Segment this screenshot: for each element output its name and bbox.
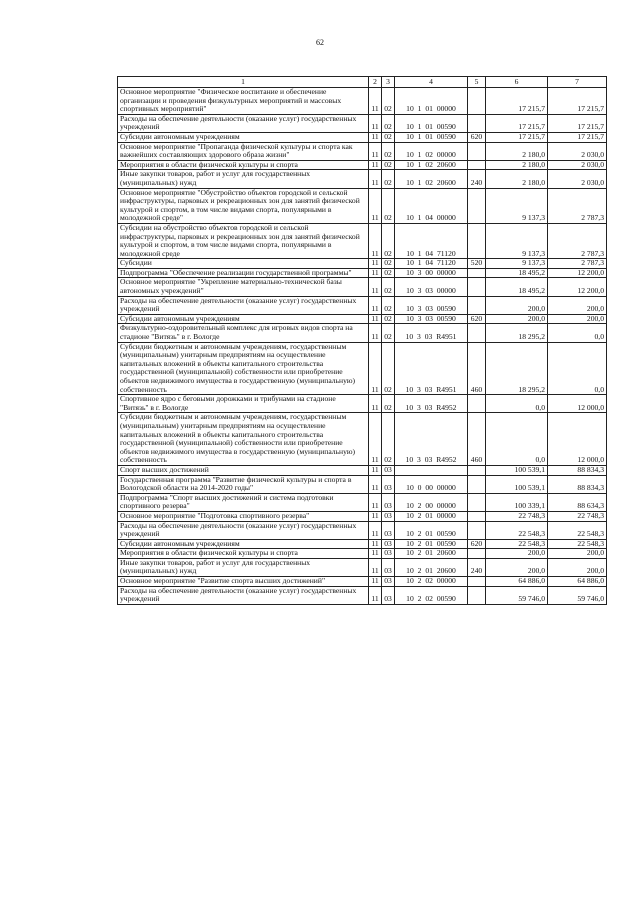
section-code-cell: 11: [369, 132, 382, 142]
amount-cell-col6: 64 886,0: [486, 577, 548, 587]
amount-cell-col7: 59 746,0: [548, 586, 607, 604]
row-name-cell: Основное мероприятие "Подготовка спортивного резерва": [118, 511, 369, 521]
expense-type-cell: [468, 278, 486, 296]
amount-cell-col7: 88 634,3: [548, 493, 607, 511]
subsection-code-cell: 02: [382, 268, 395, 278]
amount-cell-col7: 88 834,3: [548, 465, 607, 475]
target-article-cell: 10 1 04 00000: [395, 188, 468, 223]
amount-cell-col7: 12 000,0: [548, 395, 607, 413]
expense-type-cell: [468, 188, 486, 223]
row-name-cell: Мероприятия в области физической культуры и спорта: [118, 549, 369, 559]
row-name-cell: Субсидии автономным учреждениям: [118, 539, 369, 549]
section-code-cell: 11: [369, 465, 382, 475]
amount-cell-col7: 64 886,0: [548, 577, 607, 587]
subsection-code-cell: 03: [382, 539, 395, 549]
section-code-cell: 11: [369, 511, 382, 521]
amount-cell-col6: 200,0: [486, 558, 548, 576]
section-code-cell: 11: [369, 413, 382, 466]
table-row: [118, 268, 607, 278]
expense-type-cell: [468, 268, 486, 278]
row-name-cell: Субсидии: [118, 259, 369, 269]
expense-type-cell: [468, 395, 486, 413]
table-row: [118, 493, 607, 511]
row-name-cell: Расходы на обеспечение деятельности (оказание услуг) государственных учреждений: [118, 521, 369, 539]
target-article-cell: 10 2 01 00000: [395, 511, 468, 521]
amount-cell-col6: 9 137,3: [486, 188, 548, 223]
amount-cell-col7: 2 787,3: [548, 223, 607, 258]
expense-type-cell: 620: [468, 539, 486, 549]
amount-cell-col7: 0,0: [548, 342, 607, 395]
amount-cell-col7: 200,0: [548, 558, 607, 576]
header-cell: 1: [118, 77, 369, 88]
target-article-cell: 10 1 01 00000: [395, 88, 468, 115]
target-article-cell: 10 3 03 00590: [395, 314, 468, 324]
target-article-cell: 10 3 00 00000: [395, 268, 468, 278]
subsection-code-cell: 02: [382, 259, 395, 269]
table-row: [118, 521, 607, 539]
amount-cell-col7: 12 000,0: [548, 413, 607, 466]
section-code-cell: 11: [369, 586, 382, 604]
target-article-cell: 10 2 02 00000: [395, 577, 468, 587]
table-row: [118, 586, 607, 604]
target-article-cell: 10 1 01 00590: [395, 132, 468, 142]
table-row: [118, 577, 607, 587]
table-row: [118, 160, 607, 170]
row-name-cell: Расходы на обеспечение деятельности (оказание услуг) государственных учреждений: [118, 114, 369, 132]
row-name-cell: Подпрограмма "Спорт высших достижений и система подготовки спортивного резерва": [118, 493, 369, 511]
subsection-code-cell: 03: [382, 511, 395, 521]
section-code-cell: 11: [369, 259, 382, 269]
expense-type-cell: [468, 549, 486, 559]
target-article-cell: 10 3 03 R4952: [395, 395, 468, 413]
row-name-cell: Основное мероприятие "Развитие спорта высших достижений": [118, 577, 369, 587]
table-header-row: [118, 77, 607, 88]
amount-cell-col7: 17 215,7: [548, 88, 607, 115]
section-code-cell: 11: [369, 314, 382, 324]
row-name-cell: Иные закупки товаров, работ и услуг для государственных (муниципальных) нужд: [118, 558, 369, 576]
expense-type-cell: 460: [468, 342, 486, 395]
subsection-code-cell: 03: [382, 521, 395, 539]
amount-cell-col6: 200,0: [486, 296, 548, 314]
row-name-cell: Основное мероприятие "Укрепление материально-технической базы автономных учреждений": [118, 278, 369, 296]
target-article-cell: 10 1 01 00590: [395, 114, 468, 132]
target-article-cell: 10 3 03 R4951: [395, 342, 468, 395]
expense-type-cell: [468, 493, 486, 511]
expense-type-cell: [468, 223, 486, 258]
subsection-code-cell: 02: [382, 188, 395, 223]
amount-cell-col7: 12 200,0: [548, 268, 607, 278]
expense-type-cell: [468, 160, 486, 170]
subsection-code-cell: 03: [382, 465, 395, 475]
expense-type-cell: [468, 114, 486, 132]
subsection-code-cell: 02: [382, 160, 395, 170]
table-row: [118, 558, 607, 576]
target-article-cell: 10 2 01 00590: [395, 521, 468, 539]
row-name-cell: Спортивное ядро с беговыми дорожками и трибунами на стадионе "Витязь" в г. Вологде: [118, 395, 369, 413]
amount-cell-col7: 17 215,7: [548, 132, 607, 142]
table-row: [118, 324, 607, 342]
target-article-cell: 10 2 01 00590: [395, 539, 468, 549]
table-row: [118, 132, 607, 142]
amount-cell-col6: 22 748,3: [486, 511, 548, 521]
expense-type-cell: [468, 296, 486, 314]
subsection-code-cell: 02: [382, 170, 395, 188]
amount-cell-col6: 17 215,7: [486, 114, 548, 132]
row-name-cell: Субсидии автономным учреждениям: [118, 314, 369, 324]
section-code-cell: 11: [369, 114, 382, 132]
amount-cell-col6: 2 180,0: [486, 160, 548, 170]
target-article-cell: 10 2 00 00000: [395, 493, 468, 511]
target-article-cell: 10 0 00 00000: [395, 475, 468, 493]
target-article-cell: 10 3 03 R4952: [395, 413, 468, 466]
amount-cell-col6: 200,0: [486, 549, 548, 559]
amount-cell-col6: 0,0: [486, 413, 548, 466]
amount-cell-col7: 2 030,0: [548, 142, 607, 160]
subsection-code-cell: 02: [382, 114, 395, 132]
target-article-cell: 10 2 01 20600: [395, 558, 468, 576]
section-code-cell: 11: [369, 188, 382, 223]
amount-cell-col6: 2 180,0: [486, 142, 548, 160]
row-name-cell: Субсидии автономным учреждениям: [118, 132, 369, 142]
row-name-cell: Субсидии бюджетным и автономным учреждениям, государственным (муниципальным) унитарным предприятиям на осуществление капитальных вложений в объекты капитального строительства государственной (муниципальной) собственности или приобретение объектов недвижимого имущества в государственную (муниципальную) собственность: [118, 342, 369, 395]
table-row: [118, 511, 607, 521]
amount-cell-col7: 2 787,3: [548, 259, 607, 269]
amount-cell-col7: 17 215,7: [548, 114, 607, 132]
amount-cell-col7: 2 787,3: [548, 188, 607, 223]
amount-cell-col6: 18 295,2: [486, 324, 548, 342]
section-code-cell: 11: [369, 324, 382, 342]
subsection-code-cell: 03: [382, 475, 395, 493]
expense-type-cell: [468, 511, 486, 521]
expense-type-cell: [468, 586, 486, 604]
subsection-code-cell: 02: [382, 223, 395, 258]
table-row: [118, 413, 607, 466]
section-code-cell: 11: [369, 395, 382, 413]
section-code-cell: 11: [369, 493, 382, 511]
row-name-cell: Основное мероприятие "Физическое воспитание и обеспечение организации и проведения физкультурных мероприятий и массовых спортивных мероприятий": [118, 88, 369, 115]
amount-cell-col7: 200,0: [548, 549, 607, 559]
row-name-cell: Подпрограмма "Обеспечение реализации государственной программы": [118, 268, 369, 278]
section-code-cell: 11: [369, 170, 382, 188]
header-cell: 3: [382, 77, 395, 88]
amount-cell-col6: 59 746,0: [486, 586, 548, 604]
subsection-code-cell: 02: [382, 278, 395, 296]
amount-cell-col6: 18 295,2: [486, 342, 548, 395]
subsection-code-cell: 03: [382, 558, 395, 576]
expense-type-cell: 460: [468, 413, 486, 466]
expense-type-cell: 240: [468, 558, 486, 576]
subsection-code-cell: 02: [382, 395, 395, 413]
expense-type-cell: [468, 324, 486, 342]
amount-cell-col7: 200,0: [548, 296, 607, 314]
section-code-cell: 11: [369, 475, 382, 493]
target-article-cell: [395, 465, 468, 475]
row-name-cell: Основное мероприятие "Обустройство объектов городской и сельской инфраструктуры, парковых и рекреационных зон для занятий физической культурой и спортом, в том числе видами спорта, популярными в молодежной среде": [118, 188, 369, 223]
subsection-code-cell: 02: [382, 88, 395, 115]
amount-cell-col6: 100 339,1: [486, 493, 548, 511]
subsection-code-cell: 03: [382, 586, 395, 604]
target-article-cell: 10 1 02 20600: [395, 160, 468, 170]
table-row: [118, 549, 607, 559]
table-row: [118, 342, 607, 395]
amount-cell-col6: 100 539,1: [486, 465, 548, 475]
section-code-cell: 11: [369, 342, 382, 395]
header-cell: 7: [548, 77, 607, 88]
row-name-cell: Субсидии бюджетным и автономным учреждениям, государственным (муниципальным) унитарным предприятиям на осуществление капитальных вложений в объекты капитального строительства государственной (муниципальной) собственности или приобретение объектов недвижимого имущества в государственную (муниципальную) собственность: [118, 413, 369, 466]
table-row: [118, 142, 607, 160]
row-name-cell: Мероприятия в области физической культуры и спорта: [118, 160, 369, 170]
subsection-code-cell: 03: [382, 577, 395, 587]
header-cell: 4: [395, 77, 468, 88]
amount-cell-col6: 17 215,7: [486, 132, 548, 142]
table-row: [118, 395, 607, 413]
row-name-cell: Субсидии на обустройство объектов городской и сельской инфраструктуры, парковых и рекреационных зон для занятий физической культурой и спортом, в том числе видами спорта, популярными в молодежной среде: [118, 223, 369, 258]
amount-cell-col6: 18 495,2: [486, 268, 548, 278]
table-row: [118, 88, 607, 115]
table-row: [118, 296, 607, 314]
amount-cell-col6: 200,0: [486, 314, 548, 324]
table-row: [118, 114, 607, 132]
table-row: [118, 259, 607, 269]
row-name-cell: Расходы на обеспечение деятельности (оказание услуг) государственных учреждений: [118, 296, 369, 314]
amount-cell-col6: 22 548,3: [486, 539, 548, 549]
section-code-cell: 11: [369, 223, 382, 258]
table-row: [118, 314, 607, 324]
expense-type-cell: [468, 521, 486, 539]
subsection-code-cell: 02: [382, 132, 395, 142]
amount-cell-col6: 17 215,7: [486, 88, 548, 115]
amount-cell-col6: 2 180,0: [486, 170, 548, 188]
row-name-cell: Физкультурно-оздоровительный комплекс для игровых видов спорта на стадионе "Витязь" в г. Вологде: [118, 324, 369, 342]
subsection-code-cell: 02: [382, 324, 395, 342]
header-cell: 2: [369, 77, 382, 88]
amount-cell-col6: 9 137,3: [486, 259, 548, 269]
expense-type-cell: 240: [468, 170, 486, 188]
target-article-cell: 10 1 04 71120: [395, 259, 468, 269]
amount-cell-col7: 88 834,3: [548, 475, 607, 493]
section-code-cell: 11: [369, 558, 382, 576]
target-article-cell: 10 1 02 20600: [395, 170, 468, 188]
subsection-code-cell: 02: [382, 342, 395, 395]
amount-cell-col7: 12 200,0: [548, 278, 607, 296]
section-code-cell: 11: [369, 278, 382, 296]
table-row: [118, 170, 607, 188]
expense-type-cell: [468, 142, 486, 160]
subsection-code-cell: 03: [382, 549, 395, 559]
table-row: [118, 539, 607, 549]
target-article-cell: 10 1 02 00000: [395, 142, 468, 160]
row-name-cell: Расходы на обеспечение деятельности (оказание услуг) государственных учреждений: [118, 586, 369, 604]
amount-cell-col7: 2 030,0: [548, 170, 607, 188]
amount-cell-col6: 22 548,3: [486, 521, 548, 539]
expense-type-cell: [468, 465, 486, 475]
table-row: [118, 465, 607, 475]
header-cell: 6: [486, 77, 548, 88]
table-row: [118, 188, 607, 223]
expense-type-cell: [468, 475, 486, 493]
target-article-cell: 10 3 03 R4951: [395, 324, 468, 342]
expense-type-cell: 620: [468, 314, 486, 324]
budget-table: [117, 76, 607, 605]
subsection-code-cell: 02: [382, 314, 395, 324]
amount-cell-col6: 100 539,1: [486, 475, 548, 493]
row-name-cell: Основное мероприятие "Пропаганда физической культуры и спорта как важнейших составляющих здорового образа жизни": [118, 142, 369, 160]
expense-type-cell: [468, 88, 486, 115]
amount-cell-col7: 0,0: [548, 324, 607, 342]
section-code-cell: 11: [369, 160, 382, 170]
amount-cell-col6: 0,0: [486, 395, 548, 413]
section-code-cell: 11: [369, 549, 382, 559]
target-article-cell: 10 3 03 00590: [395, 296, 468, 314]
target-article-cell: 10 2 02 00590: [395, 586, 468, 604]
amount-cell-col7: 2 030,0: [548, 160, 607, 170]
amount-cell-col6: 18 495,2: [486, 278, 548, 296]
subsection-code-cell: 02: [382, 413, 395, 466]
section-code-cell: 11: [369, 88, 382, 115]
target-article-cell: 10 3 03 00000: [395, 278, 468, 296]
section-code-cell: 11: [369, 268, 382, 278]
table-row: [118, 223, 607, 258]
subsection-code-cell: 02: [382, 142, 395, 160]
table-row: [118, 278, 607, 296]
page-number: 62: [316, 38, 324, 47]
expense-type-cell: 620: [468, 132, 486, 142]
section-code-cell: 11: [369, 521, 382, 539]
header-cell: 5: [468, 77, 486, 88]
row-name-cell: Спорт высших достижений: [118, 465, 369, 475]
subsection-code-cell: 02: [382, 296, 395, 314]
amount-cell-col6: 9 137,3: [486, 223, 548, 258]
section-code-cell: 11: [369, 142, 382, 160]
target-article-cell: 10 1 04 71120: [395, 223, 468, 258]
expense-type-cell: 520: [468, 259, 486, 269]
section-code-cell: 11: [369, 539, 382, 549]
subsection-code-cell: 03: [382, 493, 395, 511]
amount-cell-col7: 22 548,3: [548, 539, 607, 549]
table-row: [118, 475, 607, 493]
expense-type-cell: [468, 577, 486, 587]
section-code-cell: 11: [369, 296, 382, 314]
amount-cell-col7: 22 548,3: [548, 521, 607, 539]
row-name-cell: Иные закупки товаров, работ и услуг для государственных (муниципальных) нужд: [118, 170, 369, 188]
amount-cell-col7: 22 748,3: [548, 511, 607, 521]
section-code-cell: 11: [369, 577, 382, 587]
row-name-cell: Государственная программа "Развитие физической культуры и спорта в Вологодской области на 2014-2020 годы": [118, 475, 369, 493]
amount-cell-col7: 200,0: [548, 314, 607, 324]
target-article-cell: 10 2 01 20600: [395, 549, 468, 559]
